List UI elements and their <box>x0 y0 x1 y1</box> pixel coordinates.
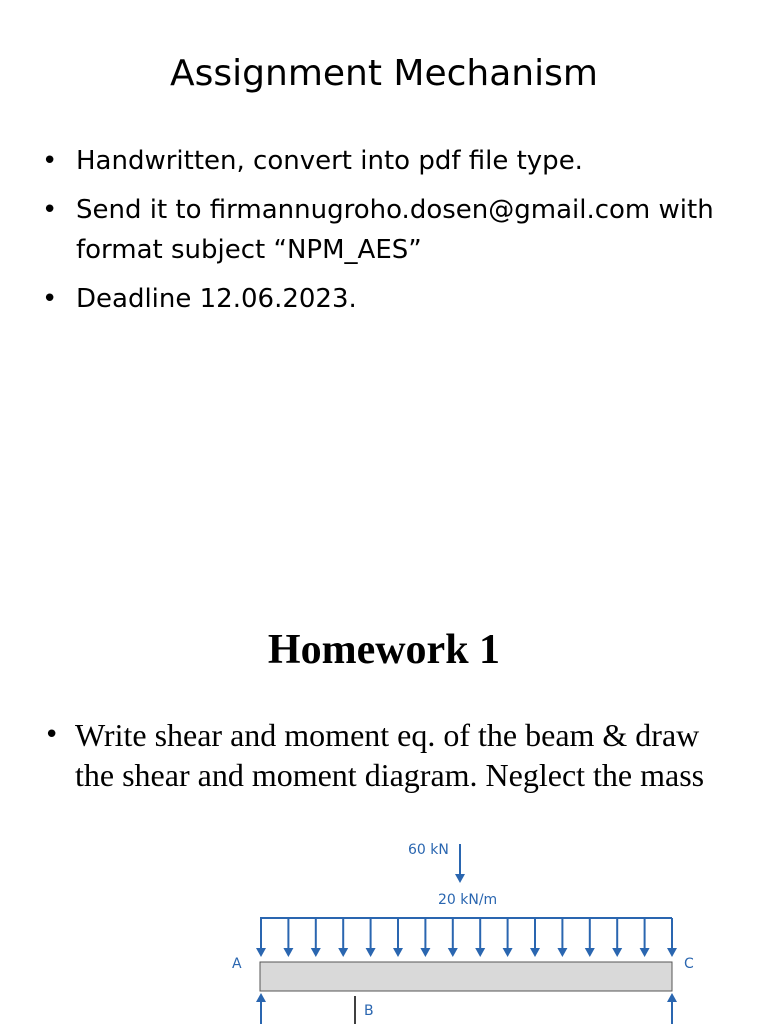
bullet-item: • Handwritten, convert into pdf file type. <box>40 141 740 181</box>
support-label-a: A <box>232 956 242 972</box>
bullet-item: • Deadline 12.06.2023. <box>40 279 740 319</box>
beam <box>260 962 672 991</box>
load-arrow <box>393 918 403 957</box>
load-arrow <box>283 918 293 957</box>
load-arrow <box>448 918 458 957</box>
point-label-b: B <box>364 1003 374 1019</box>
slide-title: Homework 1 <box>267 627 501 673</box>
load-arrow <box>640 918 650 957</box>
slide-homework-1 <box>0 600 768 1024</box>
load-arrow <box>530 918 540 957</box>
point-load-label: 60 kN <box>408 842 449 858</box>
load-arrow <box>612 918 622 957</box>
bullet-list <box>40 715 720 795</box>
bullet-item: • Send it to firmannugroho.dosen@gmail.com with format subject “NPM_AES” <box>40 190 740 270</box>
bullet-list <box>40 141 740 328</box>
load-arrow <box>503 918 513 957</box>
load-arrow <box>420 918 430 957</box>
load-arrow <box>366 918 376 957</box>
distributed-load-arrows <box>256 918 677 957</box>
beam-diagram <box>0 830 768 1024</box>
slide-title: Assignment Mechanism <box>170 53 598 94</box>
load-arrow <box>585 918 595 957</box>
reaction-arrow-a <box>256 993 266 1024</box>
support-label-c: C <box>684 956 694 972</box>
load-arrow <box>338 918 348 957</box>
bullet-item: • Write shear and moment eq. of the beam & draw the shear and moment diagram. Neglect the mass <box>40 715 720 795</box>
load-arrow <box>557 918 567 957</box>
load-arrow <box>667 918 677 957</box>
reaction-arrow-c <box>667 993 677 1024</box>
load-arrow <box>256 918 266 957</box>
load-arrow <box>311 918 321 957</box>
load-arrow <box>475 918 485 957</box>
point-load-arrow <box>455 844 465 883</box>
distributed-load-label: 20 kN/m <box>438 892 498 908</box>
